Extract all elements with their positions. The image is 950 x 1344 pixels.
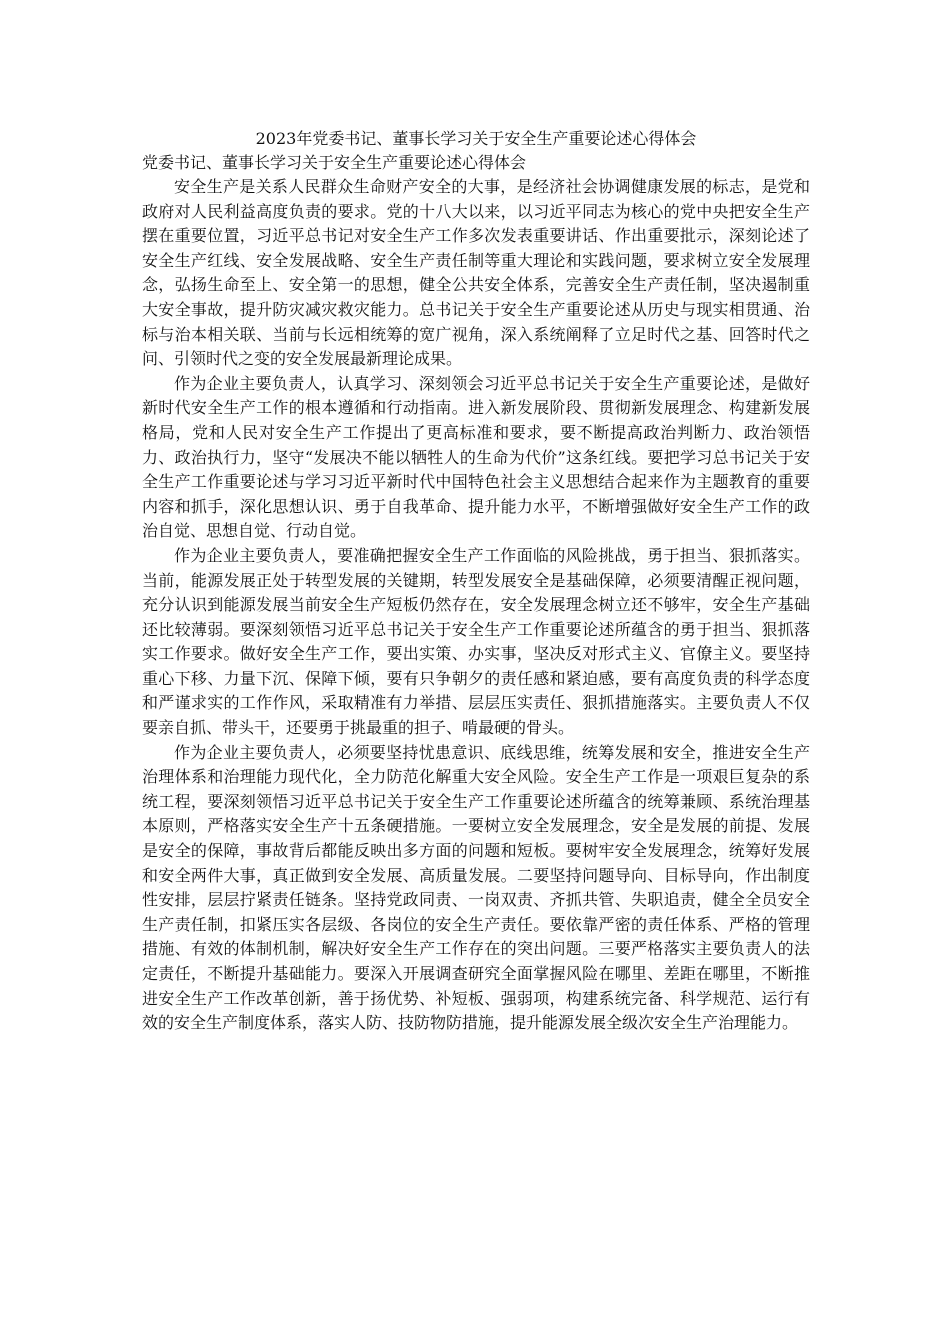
paragraph-2: 作为企业主要负责人，认真学习、深刻领会习近平总书记关于安全生产重要论述，是做好新时代安全生产工作的根本遵循和行动指南。进入新发展阶段、贯彻新发展理念、构建新发展格局，党和人民对安全生产工作提出了更高标准和要求，要不断提高政治判断力、政治领悟力、政治执行力，坚守“发展决不能以牺牲人的生命为代价”这条红线。要把学习总书记关于安全生产工作重要论述与学习习近平新时代中国特色社会主义思想结合起来作为主题教育的重要内容和抓手，深化思想认识、勇于自我革命、提升能力水平，不断增强做好安全生产工作的政治自觉、思想自觉、行动自觉。 bbox=[142, 373, 810, 541]
document-subtitle: 党委书记、董事长学习关于安全生产重要论述心得体会 bbox=[142, 153, 527, 172]
paragraph-4: 作为企业主要负责人，必须要坚持忧患意识、底线思维，统筹发展和安全，推进安全生产治理体系和治理能力现代化，全力防范化解重大安全风险。安全生产工作是一项艰巨复杂的系统工程，要深刻领悟习近平总书记关于安全生产工作重要论述所蕴含的统筹兼顾、系统治理基本原则，严格落实安全生产十五条硬措施。一要树立安全发展理念，安全是发展的前提、发展是安全的保障，事故背后都能反映出多方面的问题和短板。要树牢安全发展理念，统筹好发展和安全两件大事，真正做到安全发展、高质量发展。二要坚持问题导向、目标导向，作出制度性安排，层层拧紧责任链条。坚持党政同责、一岗双责、齐抓共管、失职追责，健全全员安全生产责任制，扣紧压实各层级、各岗位的安全生产责任。要依靠严密的责任体系、严格的管理措施、有效的体制机制，解决好安全生产工作存在的突出问题。三要严格落实主要负责人的法定责任，不断提升基础能力。要深入开展调查研究全面掌握风险在哪里、差距在哪里，不断推进安全生产工作改革创新，善于扬优势、补短板、强弱项，构建系统完备、科学规范、运行有效的安全生产制度体系，落实人防、技防物防措施，提升能源发展全级次安全生产治理能力。 bbox=[142, 742, 810, 1033]
document-page bbox=[142, 127, 810, 1036]
paragraph-1: 安全生产是关系人民群众生命财产安全的大事，是经济社会协调健康发展的标志，是党和政府对人民利益高度负责的要求。党的十八大以来，以习近平同志为核心的党中央把安全生产摆在重要位置，习近平总书记对安全生产工作多次发表重要讲话、作出重要批示，深刻论述了安全生产红线、安全发展战略、安全生产责任制等重大理论和实践问题，要求树立安全发展理念，弘扬生命至上、安全第一的思想，健全公共安全体系，完善安全生产责任制，坚决遏制重大安全事故，提升防灾减灾救灾能力。总书记关于安全生产重要论述从历史与现实相贯通、治标与治本相关联、当前与长远相统筹的宽广视角，深入系统阐释了立足时代之基、回答时代之问、引领时代之变的安全发展最新理论成果。 bbox=[142, 177, 810, 369]
paragraph-3: 作为企业主要负责人，要准确把握安全生产工作面临的风险挑战，勇于担当、狠抓落实。当前，能源发展正处于转型发展的关键期，转型发展安全是基础保障，必须要清醒正视问题，充分认识到能源发展当前安全生产短板仍然存在，安全发展理念树立还不够牢，安全生产基础还比较薄弱。要深刻领悟习近平总书记关于安全生产工作重要论述所蕴含的勇于担当、狠抓落实工作要求。做好安全生产工作，要出实策、办实事，坚决反对形式主义、官僚主义。要坚持重心下移、力量下沉、保障下倾，要有只争朝夕的责任感和紧迫感，要有高度负责的科学态度和严谨求实的工作作风，采取精准有力举措、层层压实责任、狠抓措施落实。主要负责人不仅要亲自抓、带头干，还要勇于挑最重的担子、啃最硬的骨头。 bbox=[142, 545, 810, 738]
document-title: 2023年党委书记、董事长学习关于安全生产重要论述心得体会 bbox=[255, 129, 697, 148]
